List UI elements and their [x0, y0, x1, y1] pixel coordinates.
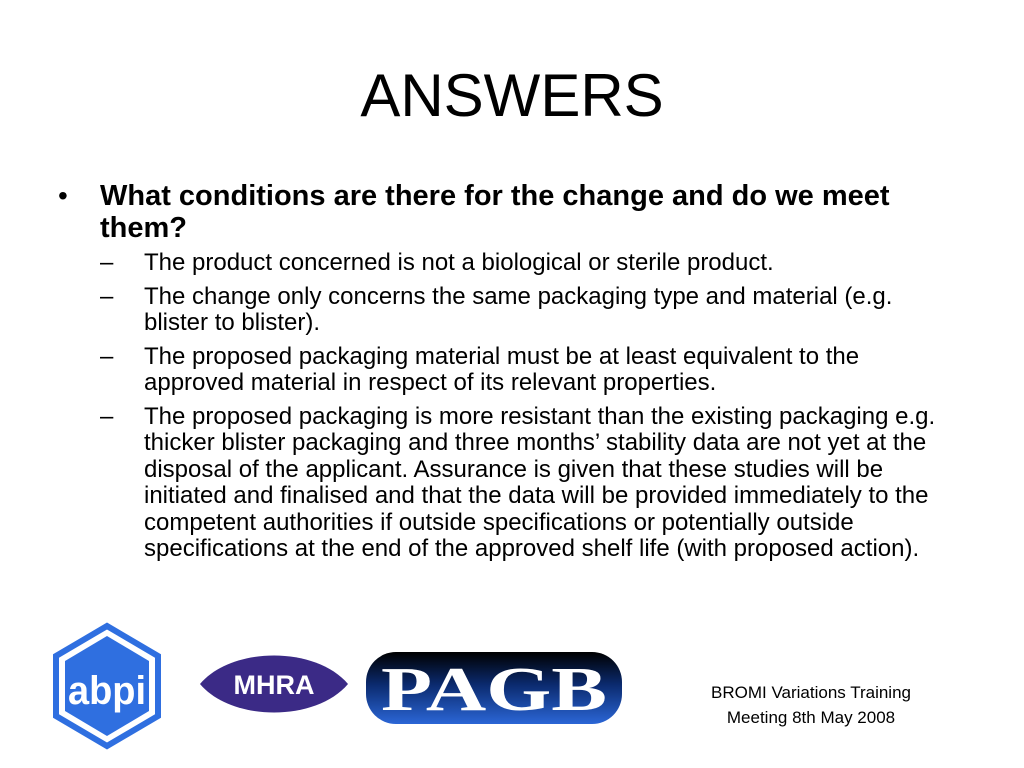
dash-icon: –: [100, 342, 114, 370]
answer-item: [100, 284, 958, 337]
abpi-logo-text: abpi: [68, 669, 146, 713]
pagb-logo-text: PAGB: [381, 656, 607, 724]
footer-line-2: Meeting 8th May 2008: [726, 708, 896, 727]
dash-icon: –: [100, 282, 114, 310]
footer: [680, 680, 942, 730]
answer-text: The change only concerns the same packaging type and material (e.g. blister to blister).: [144, 282, 893, 336]
answer-text: The proposed packaging is more resistant than the existing packaging e.g. thicker blister packaging and three months’ stability data are not yet at the disposal of the applicant. Assurance is given that these studies will be initiated and finalised and that the data will be provided immediately to the competent authorities if outside specifications or potentially outside specifications at the end of the approved shelf life (with proposed action).: [144, 402, 936, 562]
pagb-logo: [366, 652, 622, 724]
bullet-icon: •: [58, 180, 68, 211]
answer-text: The proposed packaging material must be at least equivalent to the approved material in respect of its relevant properties.: [144, 342, 860, 396]
mhra-logo-text: MHRA: [233, 670, 315, 700]
answer-text: The product concerned is not a biological or sterile product.: [144, 249, 774, 276]
slide-body: [58, 180, 958, 570]
slide-title: ANSWERS: [360, 62, 664, 129]
answer-item: [100, 344, 958, 397]
question-item: [58, 180, 958, 563]
question-text: What conditions are there for the change and do we meet them?: [100, 180, 890, 244]
mhra-logo: [196, 644, 352, 724]
answer-list: [100, 250, 958, 563]
abpi-logo: [46, 618, 168, 754]
abpi-logo-graphic: [46, 618, 168, 754]
answer-item: [100, 250, 958, 277]
footer-line-1: BROMI Variations Training: [711, 683, 911, 702]
mhra-logo-graphic: [196, 644, 352, 724]
dash-icon: –: [100, 402, 114, 430]
answer-item: [100, 404, 958, 563]
pagb-logo-graphic: [366, 652, 622, 724]
dash-icon: –: [100, 249, 114, 276]
